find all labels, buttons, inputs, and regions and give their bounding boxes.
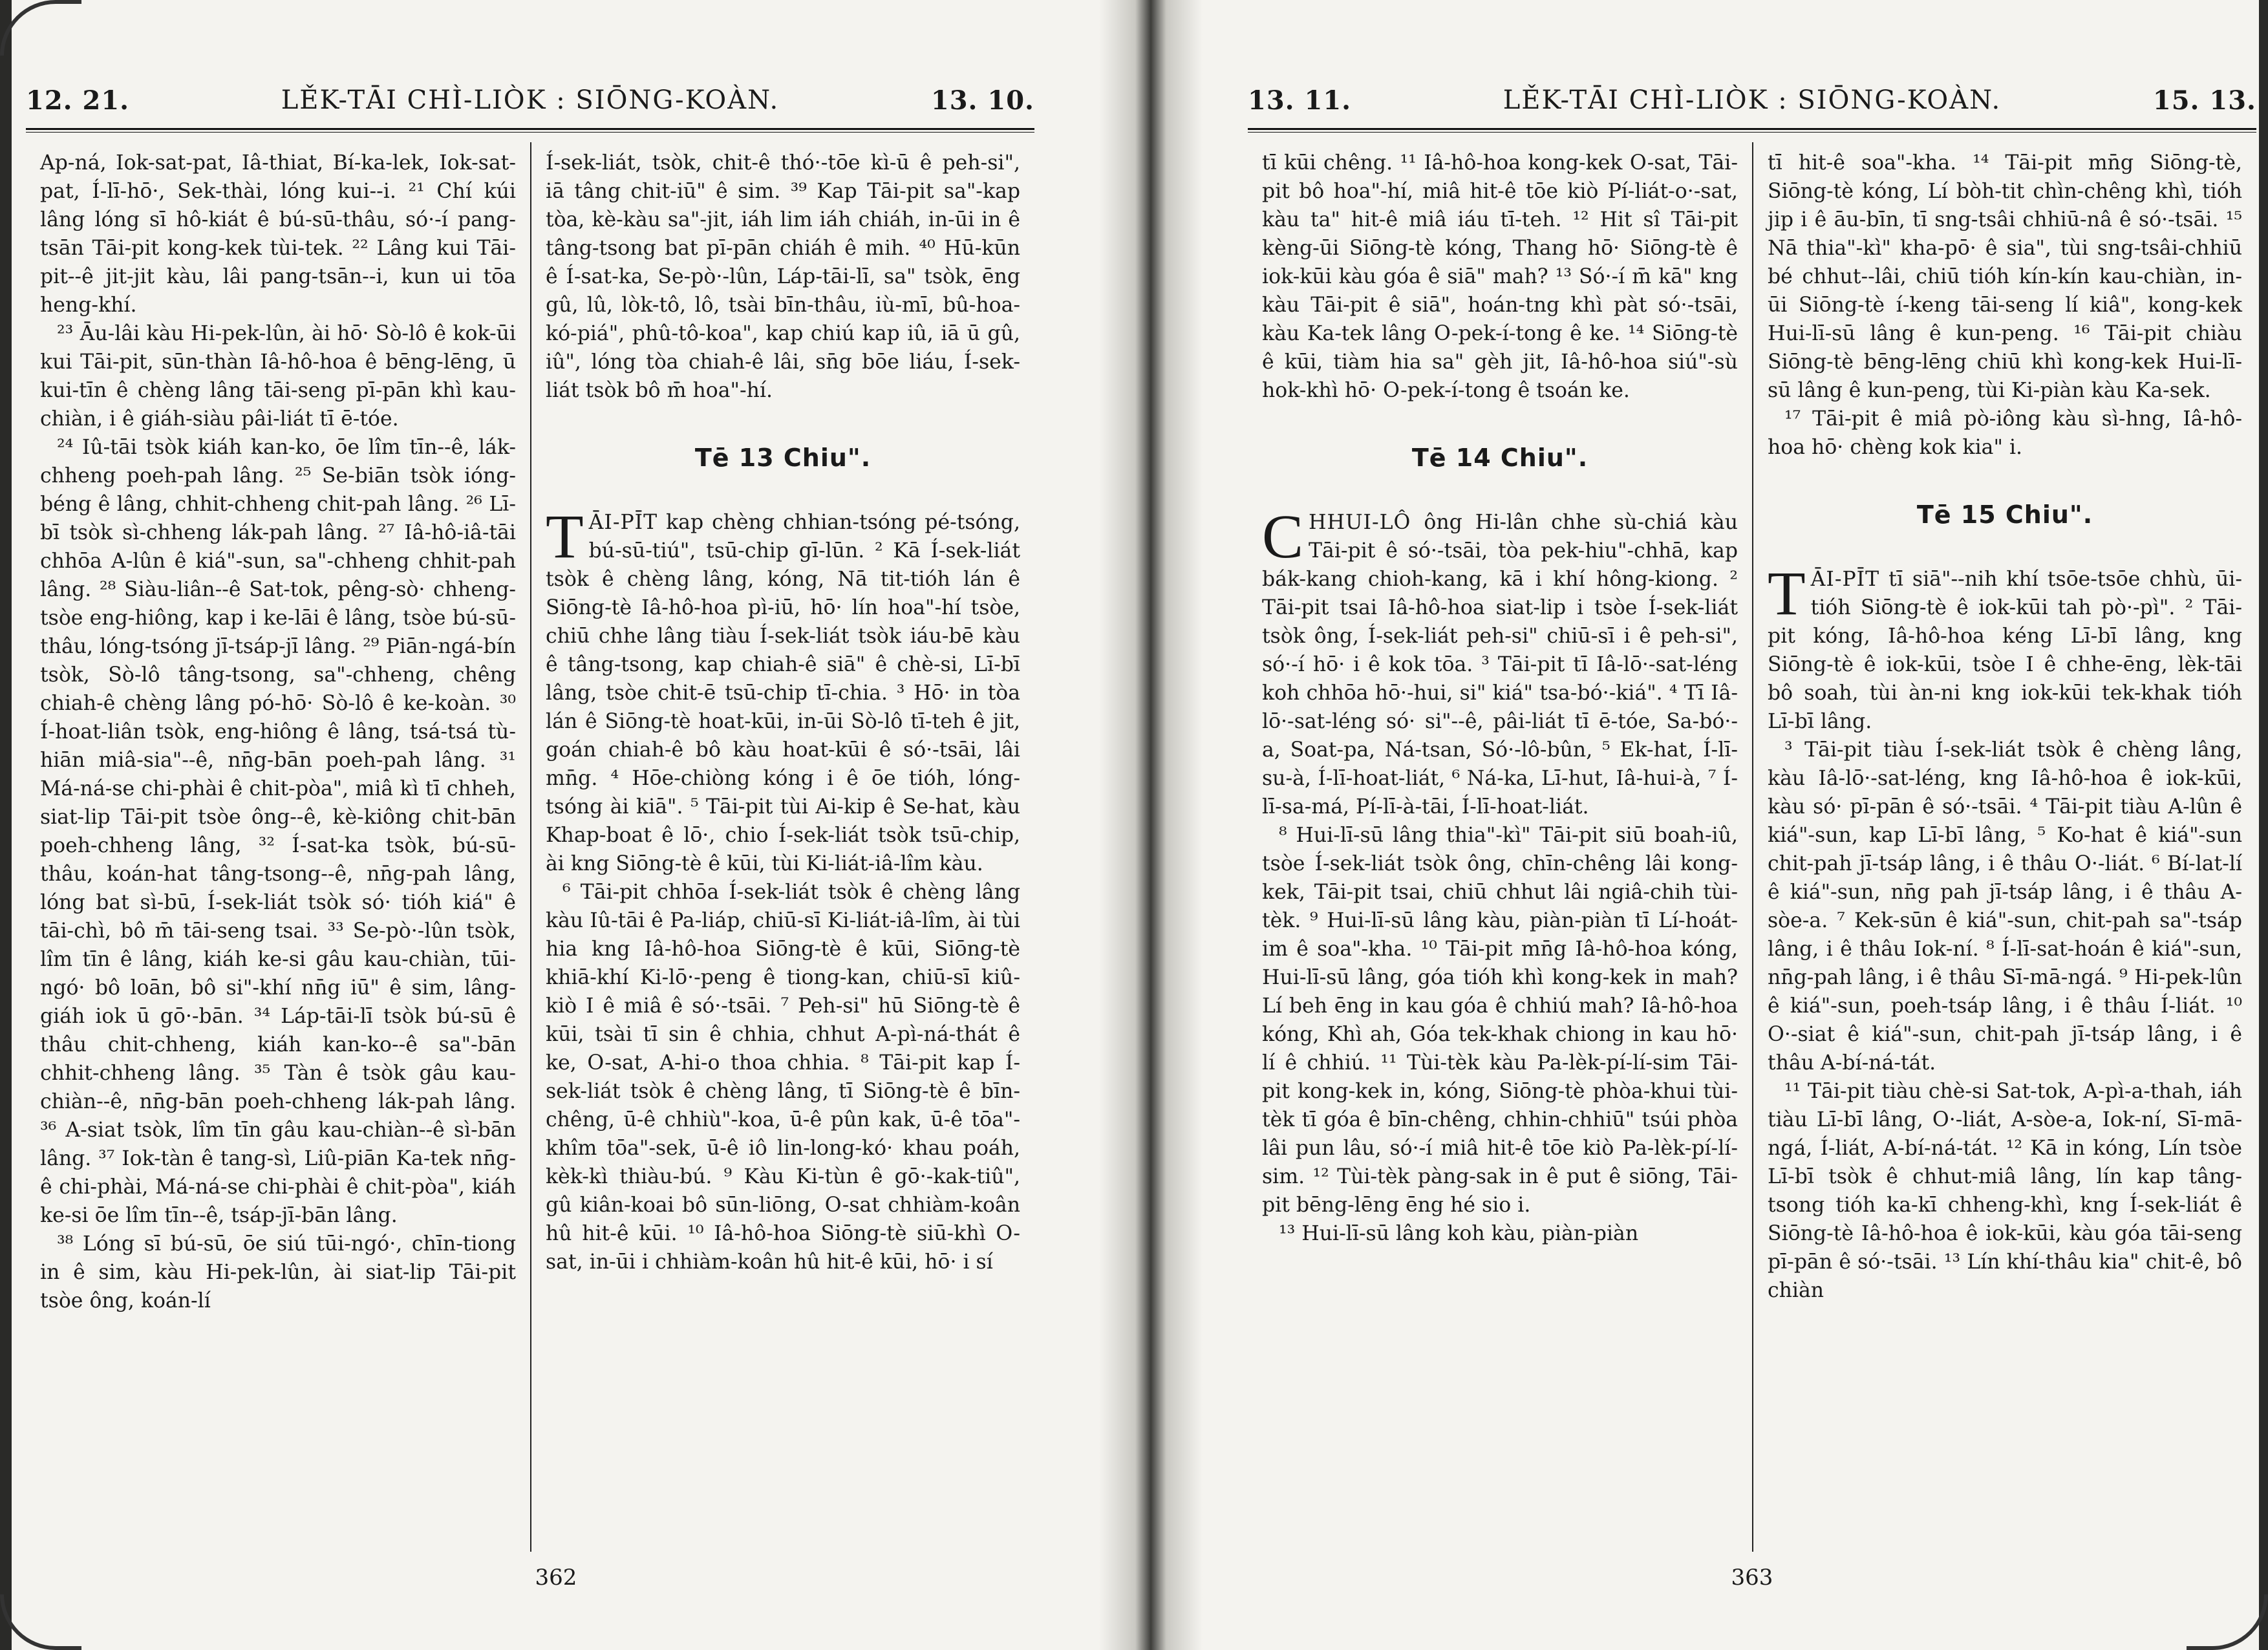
paragraph-text: ông Hi-lân chhe sù-chiá kàu Tāi-pit ê só·-tsāi, tòa pek-hiu"-chhā, kap bák-kang chioh-kang, kā i khí hông-kiong. ² Tāi-pit tsai Iâ-hô-hoa siat-lip i tsòe Í-sek-liát tsòk ông, Í-sek-liát peh-si" chiū-sī i ê peh-si", só·-í hō· i ê kok tōa. ³ Tāi-pit tī Iâ-lō·-sat-léng koh chhōa hō·-hui, si" kiá" tsa-bó·-kiá". ⁴ Tī Iâ-lō·-sat-léng só· si"--ê, pâi-liát tī ē-tóe, Sa-bó·-a, Soat-pa, Ná-tsan, Só·-lô-bûn, ⁵ Ek-hat, Í-lī-su-à, Í-lī-hoat-liát, ⁶ Ná-ka, Lī-hut, Iâ-hui-à, ⁷ Í-lī-sa-má, Pí-lī-à-tāi, Í-lī-hoat-liát. — [1262, 511, 1738, 819]
paragraph — [1768, 559, 2242, 736]
page-number: 363 — [1731, 1565, 1773, 1591]
drop-cap: T — [546, 502, 584, 571]
text-column — [1752, 142, 2256, 1552]
verse-ref-start: 13. 11. — [1248, 85, 1352, 116]
right-page — [1248, 78, 2256, 1616]
verse-ref-end: 15. 13. — [2152, 85, 2256, 116]
verse-ref-end: 13. 10. — [930, 85, 1034, 116]
opening-word: HHUI-LÔ — [1309, 511, 1411, 534]
paragraph: tī kūi chêng. ¹¹ Iâ-hô-hoa kong-kek O-sat, Tāi-pit bô hoa"-hí, miâ hit-ê tōe kiò Pí-liát-o·-sat, kàu ta" hit-ê miâ iáu tī-teh. ¹² Hit sî Tāi-pit kèng-ūi Siōng-tè kóng, Thang hō· Siōng-tè ê iok-kūi kàu góa ê siā" mah? ¹³ Só·-í m̄ kā" kng kàu Tāi-pit ê siā", hoán-tng khì pàt só·-tsāi, kàu Ka-tek lâng O-pek-í-tong ê ke. ¹⁴ Siōng-tè ê kūi, tiàm hia sa" gèh jit, Iâ-hô-hoa siú"-sù hok-khì hō· O-pek-í-tong ê tsoán ke. — [1262, 151, 1738, 402]
text-column — [530, 142, 1034, 1552]
text-columns — [26, 142, 1034, 1552]
paragraph — [1262, 502, 1738, 821]
text-columns — [1248, 142, 2256, 1552]
paragraph-text: kap chèng chhian-tsóng pé-tsóng, bú-sū-tiú", tsū-chip gī-lūn. ² Kā Í-sek-liát tsòk ê chèng lâng, kóng, Nā tit-tióh lán ê Siōng-tè Iâ-hô-hoa pì-iū, hō· lín hoa"-hí tsòe, chiū chhe lâng tiàu Í-sek-liát tsòk iáu-bē kàu ê tâng-tsong, kap chiah-ê siā" ê chè-si, Lī-bī lâng, tsòe chit-ē tsū-chip tī-chia. ³ Hō· in tòa lán ê Siōng-tè hoat-kūi, in-ūi Sò-lô tī-teh ê jit, goán chiah-ê bô kàu hoat-kūi ê só·-tsāi, lâi mn̄g. ⁴ Hōe-chiòng kóng i ê ōe tióh, lóng-tsóng ài kiā". ⁵ Tāi-pit tùi Ai-kip ê Se-hat, kàu Khap-boat ê lō·, chio Í-sek-liát tsòk tsū-chip, ài kng Siōng-tè ê kūi, tùi Ki-liát-iâ-lîm kàu. — [546, 511, 1020, 875]
header-rule — [26, 128, 1034, 133]
book-gutter — [1099, 0, 1203, 1650]
paragraph: Í-sek-liát, tsòk, chit-ê thó·-tōe kì-ū ê peh-si", iā tâng chit-iū" ê sim. ³⁹ Kap Tāi-pit sa"-kap tòa, kè-kàu sa"-jit, iáh lim iáh chiáh, in-ūi in ê tâng-tsong bat pī-pān chiáh ê mih. ⁴⁰ Hū-kūn ê Í-sat-ka, Se-pò·-lûn, Láp-tāi-lī, sa" tsòk, ēng gû, lû, lòk-tô, lô, tsài bīn-thâu, iù-mī, bû-hoa-kó-piá", phû-tô-koa", kap chiú kap iû, iā ū gû, iû", lóng tòa chiah-ê lâi, sn̄g bōe liáu, Í-sek-liát tsòk bô m̄ hoa"-hí. — [546, 151, 1020, 402]
paragraph-text: tī siā"--nih khí tsōe-tsōe chhù, ūi-tióh Siōng-tè ê iok-kūi tah pò·-pì". ² Tāi-pit kóng, Iâ-hô-hoa kéng Lī-bī lâng, kng Siōng-tè ê iok-kūi, tsòe I ê chhe-ēng, lèk-tāi bô soah, tùi àn-ni kng iok-kūi tek-khak tióh Lī-bī lâng. — [1768, 568, 2242, 733]
opening-word: ĀI-PĪT — [1810, 568, 1880, 591]
verse-ref-start: 12. 21. — [26, 85, 130, 116]
running-title: LĚK-TĀI CHÌ-LIÒK : SIŌNG-KOÀN. — [281, 85, 780, 115]
chapter-heading: Tē 15 Chiu". — [1916, 500, 2093, 529]
page-number: 362 — [535, 1565, 577, 1591]
paragraph: Ap-ná, Iok-sat-pat, Iâ-thiat, Bí-ka-lek, Iok-sat-pat, Í-lī-hō·, Sek-thài, lóng kui--i. ²¹ Chí kúi lâng lóng sī hô-kiát ê bú-sū-thâu, só·-í pang-tsān Tāi-pit kong-kek tùi-tek. ²² Lâng kui Tāi-pit--ê jit-jit kàu, lâi pang-tsān--i, kun ui tōa heng-khí. — [40, 151, 516, 317]
page-corner — [0, 0, 81, 56]
header-rule — [1248, 128, 2256, 133]
paragraph: ²³ Āu-lâi kàu Hi-pek-lûn, ài hō· Sò-lô ê kok-ūi kui Tāi-pit, sūn-thàn Iâ-hô-hoa ê bēng-lēng, ū kui-tīn ê chèng lâng tāi-seng pī-pān khì kau-chiàn, i ê giáh-siàu pâi-liát tī ē-tóe. — [40, 322, 516, 431]
paragraph — [546, 502, 1020, 878]
running-head — [1248, 78, 2256, 123]
text-column — [1248, 142, 1752, 1552]
book-edge-right — [2259, 0, 2268, 1650]
running-title: LĚK-TĀI CHÌ-LIÒK : SIŌNG-KOÀN. — [1503, 85, 2002, 115]
paragraph: ¹³ Hui-lī-sū lâng koh kàu, piàn-piàn — [1279, 1222, 1639, 1245]
running-head — [26, 78, 1034, 123]
paragraph: ⁶ Tāi-pit chhōa Í-sek-liát tsòk ê chèng lâng kàu Iû-tāi ê Pa-liáp, chiū-sī Ki-liát-iâ-lîm, ài tùi hia kng Iâ-hô-hoa Siōng-tè ê kūi, Siōng-tè khiā-khí Ki-lō·-peng ê tiong-kan, chiū-sī kiû-kiò I ê miâ ê só·-tsāi. ⁷ Peh-si" hū Siōng-tè ê kūi, tsài tī sin ê chhia, chhut A-pì-ná-thát ê ke, O-sat, A-hi-o thoa chhia. ⁸ Tāi-pit kap Í-sek-liát tsòk ê chèng lâng, tī Siōng-tè ê bīn-chêng, ū-ê chhiù"-koa, ū-ê pûn kak, ū-ê tōa"-khîm tōa"-sek, ū-ê iô lin-long-kó· khau poáh, kèk-kì thiàu-bú. ⁹ Kàu Ki-tùn ê gō·-kak-tiû", gû kiân-koai bô sūn-liōng, O-sat chhiàm-koân hû hit-ê kūi. ¹⁰ Iâ-hô-hoa Siōng-tè siū-khì O-sat, in-ūi i chhiàm-koân hû hit-ê kūi, hō· i sí — [546, 881, 1020, 1274]
paragraph: ³ Tāi-pit tiàu Í-sek-liát tsòk ê chèng lâng, kàu Iâ-lō·-sat-léng, kng Iâ-hô-hoa ê iok-kūi, kàu só· pī-pān ê só·-tsāi. ⁴ Tāi-pit tiàu A-lûn ê kiá"-sun, kap Lī-bī lâng, ⁵ Ko-hat ê kiá"-sun chit-pah jī-tsáp lâng, i ê thâu O·-liát. ⁶ Bí-lat-lí ê kiá"-sun, nn̄g pah jī-tsáp lâng, i ê thâu A-sòe-a. ⁷ Kek-sūn ê kiá"-sun, chit-pah sa"-tsáp lâng, i ê thâu Iok-ní. ⁸ Í-lī-sat-hoán ê kiá"-sun, nn̄g-pah lâng, i ê thâu Sī-mā-ngá. ⁹ Hi-pek-lûn ê kiá"-sun, poeh-tsáp lâng, i ê thâu Í-liát. ¹⁰ O·-siat ê kiá"-sun, chit-pah jī-tsáp lâng, i ê thâu A-bí-ná-tát. — [1768, 738, 2242, 1075]
paragraph: ³⁸ Lóng sī bú-sū, ōe siú tūi-ngó·, chīn-tiong in ê sim, kàu Hi-pek-lûn, ài siat-lip Tāi-pit tsòe ông, koán-lí — [40, 1232, 516, 1312]
drop-cap: T — [1768, 559, 1806, 628]
chapter-heading: Tē 13 Chiu". — [694, 444, 872, 472]
drop-cap: C — [1262, 502, 1304, 571]
book-edge-left — [0, 0, 12, 1650]
paragraph: tī hit-ê soa"-kha. ¹⁴ Tāi-pit mn̄g Siōng-tè, Siōng-tè kóng, Lí bòh-tit chìn-chêng khì, tióh jip i ê āu-bīn, tī sng-tsâi chhiū-nâ ê só·-tsāi. ¹⁵ Nā thia"-kì" kha-pō· ê sia", tùi sng-tsâi-chhiū bé chhut--lâi, chiū tióh kín-kín kau-chiàn, in-ūi Siōng-tè í-keng tāi-seng lí kiâ", kong-kek Hui-lī-sū lâng ê kun-peng. ¹⁶ Tāi-pit chiàu Siōng-tè bēng-lēng chiū khì kong-kek Hui-lī-sū lâng ê kun-peng, tùi Ki-piàn kàu Ka-sek. — [1768, 151, 2242, 402]
text-column — [26, 142, 530, 1552]
paragraph: ²⁴ Iû-tāi tsòk kiáh kan-ko, ōe lîm tīn--ê, lák-chheng poeh-pah lâng. ²⁵ Se-biān tsòk ióng-béng ê lâng, chhit-chheng chit-pah lâng. ²⁶ Lī-bī tsòk sì-chheng lák-pah lâng. ²⁷ Iâ-hô-iâ-tāi chhōa A-lûn ê kiá"-sun, sa"-chheng chhit-pah lâng. ²⁸ Siàu-liân--ê Sat-tok, pêng-sò· chheng-tsòe eng-hiông, kap i ke-lāi ê lâng, tsòe bú-sū-thâu, lóng-tsóng jī-tsáp-jī lâng. ²⁹ Piān-ngá-bín tsòk, Sò-lô tâng-tsong, sa"-chheng, chêng chiah-ê chèng lâng pó-hō· Sò-lô ê ke-koàn. ³⁰ Í-hoat-liân tsòk, eng-hiông ê lâng, tsá-tsá tù-hiān miâ-sia"--ê, nn̄g-bān poeh-pah lâng. ³¹ Má-ná-se chi-phài ê chit-pòa", miâ kì tī chheh, siat-lip Tāi-pit tsòe ông--ê, kè-kiông chit-bān poeh-chheng lâng, ³² Í-sat-ka tsòk, bú-sū-thâu, koán-hat tâng-tsong--ê, nn̄g-pah lâng, lóng bat sì-bū, Í-sek-liát tsòk só· tióh kiá" ê tāi-chì, bô m̄ tāi-seng tsai. ³³ Se-pò·-lûn tsòk, lîm tīn ê lâng, kiáh ke-si gâu kau-chiàn, tūi-ngó· bô loān, bô si"-khí nn̄g iū" ê sim, lâng-giáh iok ū gō·-bān. ³⁴ Láp-tāi-lī tsòk bú-sū ê thâu chit-chheng, kiáh kan-ko--ê sa"-bān chhit-chheng lâng. ³⁵ Tàn ê tsòk gâu kau-chiàn--ê, nn̄g-bān poeh-chheng lák-pah lâng. ³⁶ A-siat tsòk, lîm tīn gâu kau-chiàn--ê sì-bān lâng. ³⁷ Iok-tàn ê tang-sì, Liû-piān Ka-tek nn̄g-ê chi-phài, Má-ná-se chi-phài ê chit-pòa", kiáh ke-si ōe lîm tīn--ê, tsáp-jī-bān lâng. — [40, 436, 516, 1227]
opening-word: ĀI-PĪT — [588, 511, 658, 534]
paragraph: ¹¹ Tāi-pit tiàu chè-si Sat-tok, A-pì-a-thah, iáh tiàu Lī-bī lâng, O·-liát, A-sòe-a, Iok-ní, Sī-mā-ngá, Í-liát, A-bí-ná-tát. ¹² Kā in kóng, Lín tsòe Lī-bī tsòk ê chhut-miâ lâng, lín kap tâng-tsong tióh ka-kī chheng-khì, kng Í-sek-liát ê Siōng-tè Iâ-hô-hoa ê iok-kūi, kàu góa tāi-seng pī-pān ê só·-tsāi. ¹³ Lín khí-thâu kia" chit-ê, bô chiàn — [1768, 1080, 2242, 1302]
left-page — [26, 78, 1034, 1616]
paragraph: ¹⁷ Tāi-pit ê miâ pò-iông kàu sì-hng, Iâ-hô-hoa hō· chèng kok kia" i. — [1768, 407, 2242, 459]
paragraph: ⁸ Hui-lī-sū lâng thia"-kì" Tāi-pit siū boah-iû, tsòe Í-sek-liát tsòk ông, chīn-chêng lâi kong-kek, Tāi-pit tsai, chiū chhut lâi ngiâ-chih tùi-tèk. ⁹ Hui-lī-sū lâng kàu, piàn-piàn tī Lí-hoát-im ê soa"-kha. ¹⁰ Tāi-pit mn̄g Iâ-hô-hoa kóng, Hui-lī-sū lâng, góa tióh khì kong-kek in mah? Lí beh ēng in kau góa ê chhiú mah? Iâ-hô-hoa kóng, Khì ah, Góa tek-khak chiong in kau hō· lí ê chhiú. ¹¹ Tùi-tèk kàu Pa-lèk-pí-lí-sim Tāi-pit kong-kek in, kóng, Siōng-tè phòa-khui tùi-tèk tī góa ê bīn-chêng, chhin-chhiū" tsúi phòa lâi pun lâu, só·-í miâ hit-ê tōe kiò Pa-lèk-pí-lí-sim. ¹² Tùi-tèk pàng-sak in ê put ê siōng, Tāi-pit bēng-lēng ēng hé sio i. — [1262, 824, 1738, 1217]
chapter-heading: Tē 14 Chiu". — [1411, 444, 1589, 472]
